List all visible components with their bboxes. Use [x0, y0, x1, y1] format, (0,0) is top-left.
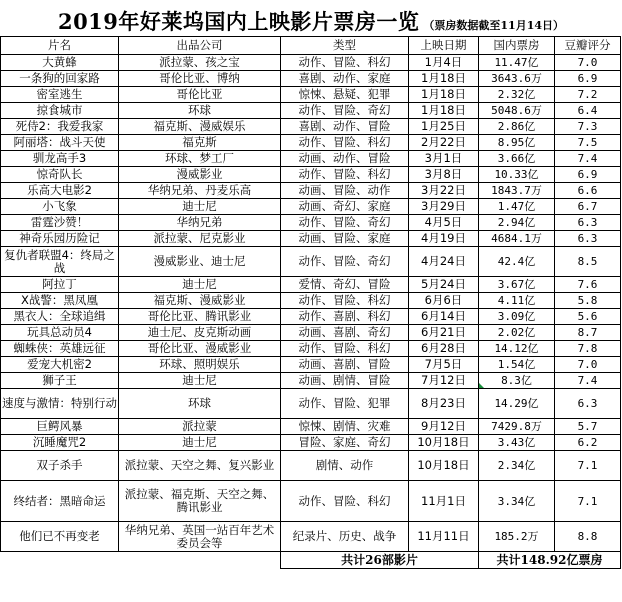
release-date: 7月5日	[409, 357, 479, 373]
release-date: 6月21日	[409, 325, 479, 341]
table-row	[1, 341, 621, 357]
total-films: 共计26部影片	[281, 552, 479, 569]
release-date: 1月4日	[409, 55, 479, 71]
film-name: 雷霆沙赞！	[1, 215, 119, 231]
table-row	[1, 373, 621, 389]
company: 哥伦比亚、博纳	[119, 71, 281, 87]
film-name: 双子杀手	[1, 451, 119, 481]
film-name: 神奇乐园历险记	[1, 231, 119, 247]
table-row	[1, 357, 621, 373]
genre: 动画、喜剧、冒险	[281, 357, 409, 373]
douban-score: 6.7	[555, 199, 621, 215]
box-office: 10.33亿	[479, 167, 555, 183]
genre: 动作、冒险、科幻	[281, 167, 409, 183]
header-douban-score: 豆瓣评分	[555, 37, 621, 55]
table-row	[1, 481, 621, 522]
genre: 动画、喜剧、奇幻	[281, 325, 409, 341]
release-date: 8月23日	[409, 389, 479, 419]
table-row	[1, 522, 621, 552]
release-date: 4月19日	[409, 231, 479, 247]
genre: 动画、奇幻、家庭	[281, 199, 409, 215]
table-row	[1, 167, 621, 183]
genre: 喜剧、动作、家庭	[281, 71, 409, 87]
company: 迪士尼	[119, 277, 281, 293]
douban-score: 7.0	[555, 55, 621, 71]
table-row	[1, 277, 621, 293]
box-office: 3.66亿	[479, 151, 555, 167]
douban-score: 7.0	[555, 357, 621, 373]
genre: 动作、喜剧、科幻	[281, 309, 409, 325]
genre: 动画、冒险、动作	[281, 183, 409, 199]
box-office: 3643.6万	[479, 71, 555, 87]
release-date: 1月25日	[409, 119, 479, 135]
film-name: 玩具总动员4	[1, 325, 119, 341]
box-office-table	[0, 36, 621, 569]
douban-score: 7.8	[555, 341, 621, 357]
genre: 动作、冒险、科幻	[281, 135, 409, 151]
release-date: 3月1日	[409, 151, 479, 167]
release-date: 10月18日	[409, 435, 479, 451]
film-name: 死侍2：我爱我家	[1, 119, 119, 135]
genre: 喜剧、动作、冒险	[281, 119, 409, 135]
box-office: 1843.7万	[479, 183, 555, 199]
box-office: 2.86亿	[479, 119, 555, 135]
release-date: 10月18日	[409, 451, 479, 481]
release-date: 3月29日	[409, 199, 479, 215]
company: 迪士尼	[119, 373, 281, 389]
genre: 动作、冒险、奇幻	[281, 103, 409, 119]
box-office: 8.3亿	[479, 373, 555, 389]
table-row	[1, 87, 621, 103]
douban-score: 6.3	[555, 389, 621, 419]
totals-row	[1, 552, 621, 569]
genre: 惊悚、剧情、灾难	[281, 419, 409, 435]
release-date: 4月5日	[409, 215, 479, 231]
company: 迪士尼	[119, 435, 281, 451]
header-date: 上映日期	[409, 37, 479, 55]
douban-score: 6.3	[555, 215, 621, 231]
film-name: 掠食城市	[1, 103, 119, 119]
company: 福克斯	[119, 135, 281, 151]
table-row	[1, 135, 621, 151]
film-name: 黑衣人：全球追缉	[1, 309, 119, 325]
douban-score: 7.2	[555, 87, 621, 103]
film-name: 驯龙高手3	[1, 151, 119, 167]
header-box-office: 国内票房	[479, 37, 555, 55]
film-name: 终结者：黑暗命运	[1, 481, 119, 522]
table-row	[1, 71, 621, 87]
douban-score: 8.5	[555, 247, 621, 277]
release-date: 3月22日	[409, 183, 479, 199]
company: 环球	[119, 103, 281, 119]
box-office: 2.02亿	[479, 325, 555, 341]
film-name: 狮子王	[1, 373, 119, 389]
release-date: 6月28日	[409, 341, 479, 357]
douban-score: 7.6	[555, 277, 621, 293]
company: 迪士尼、皮克斯动画	[119, 325, 281, 341]
header-name: 片名	[1, 37, 119, 55]
header-genre: 类型	[281, 37, 409, 55]
company: 迪士尼	[119, 199, 281, 215]
box-office: 185.2万	[479, 522, 555, 552]
genre: 动作、冒险、科幻	[281, 341, 409, 357]
header-company: 出品公司	[119, 37, 281, 55]
film-name: 他们已不再变老	[1, 522, 119, 552]
film-name: 一条狗的回家路	[1, 71, 119, 87]
douban-score: 8.7	[555, 325, 621, 341]
douban-score: 7.4	[555, 373, 621, 389]
douban-score: 7.5	[555, 135, 621, 151]
douban-score: 5.6	[555, 309, 621, 325]
film-name: 乐高大电影2	[1, 183, 119, 199]
company: 华纳兄弟、英国一站百年艺术委员会等	[119, 522, 281, 552]
release-date: 9月12日	[409, 419, 479, 435]
film-name: 沉睡魔咒2	[1, 435, 119, 451]
table-row	[1, 325, 621, 341]
table-row	[1, 55, 621, 71]
release-date: 1月18日	[409, 103, 479, 119]
genre: 动作、冒险、科幻	[281, 293, 409, 309]
film-name: X战警：黑凤凰	[1, 293, 119, 309]
box-office: 3.43亿	[479, 435, 555, 451]
genre: 动作、冒险、奇幻	[281, 247, 409, 277]
release-date: 6月14日	[409, 309, 479, 325]
box-office: 14.29亿	[479, 389, 555, 419]
release-date: 1月18日	[409, 87, 479, 103]
header-row	[1, 37, 621, 55]
release-date: 6月6日	[409, 293, 479, 309]
box-office: 5048.6万	[479, 103, 555, 119]
box-office: 1.54亿	[479, 357, 555, 373]
box-office: 4684.1万	[479, 231, 555, 247]
release-date: 4月24日	[409, 247, 479, 277]
genre: 冒险、家庭、奇幻	[281, 435, 409, 451]
company: 环球	[119, 389, 281, 419]
company: 派拉蒙、福克斯、天空之舞、腾讯影业	[119, 481, 281, 522]
table-row	[1, 293, 621, 309]
total-box-office: 共计148.92亿票房	[479, 552, 621, 569]
douban-score: 6.6	[555, 183, 621, 199]
film-name: 大黄蜂	[1, 55, 119, 71]
genre: 动画、动作、冒险	[281, 151, 409, 167]
genre: 动作、冒险、科幻	[281, 481, 409, 522]
film-name: 速度与激情：特别行动	[1, 389, 119, 419]
company: 派拉蒙、尼克影业	[119, 231, 281, 247]
company: 派拉蒙	[119, 419, 281, 435]
genre: 纪录片、历史、战争	[281, 522, 409, 552]
film-name: 阿拉丁	[1, 277, 119, 293]
table-row	[1, 435, 621, 451]
douban-score: 6.4	[555, 103, 621, 119]
film-name: 巨鳄风暴	[1, 419, 119, 435]
film-name: 蜘蛛侠：英雄远征	[1, 341, 119, 357]
release-date: 2月22日	[409, 135, 479, 151]
release-date: 3月8日	[409, 167, 479, 183]
company: 华纳兄弟	[119, 215, 281, 231]
genre: 动作、冒险、科幻	[281, 55, 409, 71]
genre: 惊悚、悬疑、犯罪	[281, 87, 409, 103]
film-name: 复仇者联盟4：终局之战	[1, 247, 119, 277]
table-row	[1, 389, 621, 419]
table-row	[1, 119, 621, 135]
douban-score: 6.3	[555, 231, 621, 247]
table-row	[1, 183, 621, 199]
page-title: 2019年好莱坞国内上映影片票房一览	[57, 9, 420, 34]
box-office: 14.12亿	[479, 341, 555, 357]
company: 派拉蒙、孩之宝	[119, 55, 281, 71]
douban-score: 6.9	[555, 71, 621, 87]
genre: 动作、冒险、犯罪	[281, 389, 409, 419]
company: 华纳兄弟、丹麦乐高	[119, 183, 281, 199]
release-date: 11月11日	[409, 522, 479, 552]
company: 派拉蒙、天空之舞、复兴影业	[119, 451, 281, 481]
box-office: 11.47亿	[479, 55, 555, 71]
company: 漫威影业	[119, 167, 281, 183]
box-office: 2.34亿	[479, 451, 555, 481]
company: 哥伦比亚、漫威影业	[119, 341, 281, 357]
film-name: 密室逃生	[1, 87, 119, 103]
box-office: 4.11亿	[479, 293, 555, 309]
company: 福克斯、漫威影业	[119, 293, 281, 309]
douban-score: 8.8	[555, 522, 621, 552]
box-office: 3.34亿	[479, 481, 555, 522]
box-office: 2.32亿	[479, 87, 555, 103]
douban-score: 7.1	[555, 481, 621, 522]
genre: 剧情、动作	[281, 451, 409, 481]
release-date: 1月18日	[409, 71, 479, 87]
company: 环球、梦工厂	[119, 151, 281, 167]
genre: 动作、冒险、奇幻	[281, 215, 409, 231]
release-date: 7月12日	[409, 373, 479, 389]
table-row	[1, 247, 621, 277]
genre: 动画、剧情、冒险	[281, 373, 409, 389]
table-row	[1, 151, 621, 167]
title-row	[0, 0, 622, 36]
genre: 动画、冒险、家庭	[281, 231, 409, 247]
genre: 爱情、奇幻、冒险	[281, 277, 409, 293]
release-date: 5月24日	[409, 277, 479, 293]
table-row	[1, 451, 621, 481]
film-name: 惊奇队长	[1, 167, 119, 183]
table-row	[1, 231, 621, 247]
table-row	[1, 215, 621, 231]
release-date: 11月1日	[409, 481, 479, 522]
company: 环球、照明娱乐	[119, 357, 281, 373]
data-note: （票房数据截至11月14日）	[423, 19, 565, 32]
douban-score: 7.4	[555, 151, 621, 167]
table-row	[1, 309, 621, 325]
company: 福克斯、漫威娱乐	[119, 119, 281, 135]
douban-score: 7.3	[555, 119, 621, 135]
douban-score: 5.7	[555, 419, 621, 435]
film-name: 阿丽塔：战斗天使	[1, 135, 119, 151]
table-row	[1, 199, 621, 215]
film-name: 爱宠大机密2	[1, 357, 119, 373]
douban-score: 6.9	[555, 167, 621, 183]
film-name: 小飞象	[1, 199, 119, 215]
douban-score: 6.2	[555, 435, 621, 451]
douban-score: 5.8	[555, 293, 621, 309]
company: 漫威影业、迪士尼	[119, 247, 281, 277]
company: 哥伦比亚	[119, 87, 281, 103]
box-office: 7429.8万	[479, 419, 555, 435]
box-office: 2.94亿	[479, 215, 555, 231]
company: 哥伦比亚、腾讯影业	[119, 309, 281, 325]
table-row	[1, 103, 621, 119]
douban-score: 7.1	[555, 451, 621, 481]
box-office: 3.67亿	[479, 277, 555, 293]
table-row	[1, 419, 621, 435]
box-office: 1.47亿	[479, 199, 555, 215]
box-office: 3.09亿	[479, 309, 555, 325]
box-office: 8.95亿	[479, 135, 555, 151]
box-office: 42.4亿	[479, 247, 555, 277]
